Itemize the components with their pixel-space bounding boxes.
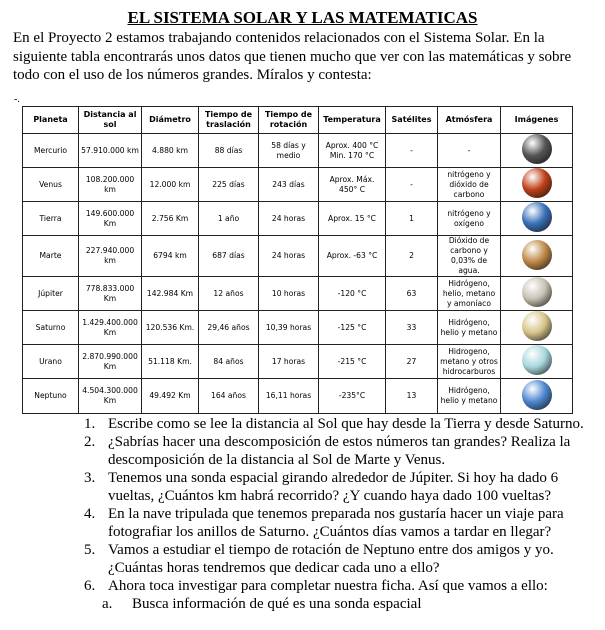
question-item — [84, 433, 599, 469]
planet-image — [522, 202, 552, 232]
question-item — [84, 415, 599, 433]
table-cell: Tierra — [23, 202, 79, 236]
table-header-row — [23, 107, 573, 134]
table-cell: 24 horas — [259, 202, 319, 236]
column-header: Planeta — [23, 107, 79, 134]
table-cell: Dióxido de carbono y 0,03% de agua. — [438, 236, 501, 277]
subquestion-text: Busca información de qué es una sonda espacial — [132, 596, 422, 612]
table-cell: 225 días — [199, 168, 259, 202]
table-row — [23, 168, 573, 202]
question-number: 2. — [84, 434, 96, 450]
table-cell: 17 horas — [259, 345, 319, 379]
column-header: Tiempo de traslación — [199, 107, 259, 134]
questions-list — [84, 415, 599, 613]
table-cell: 149.600.000 Km — [79, 202, 142, 236]
column-header: Satélites — [386, 107, 438, 134]
planet-image-cell — [501, 202, 573, 236]
table-row — [23, 345, 573, 379]
planet-image — [522, 345, 552, 375]
planet-image — [522, 311, 552, 341]
planet-image-cell — [501, 168, 573, 202]
planet-image — [522, 380, 552, 410]
table-cell: 778.833.000 Km — [79, 277, 142, 311]
table-cell: 4.880 km — [142, 134, 199, 168]
table-cell: 84 años — [199, 345, 259, 379]
table-cell: 2 — [386, 236, 438, 277]
table-cell: Mercurio — [23, 134, 79, 168]
question-item — [84, 469, 599, 505]
page-title: EL SISTEMA SOLAR Y LAS MATEMATICAS — [127, 8, 478, 27]
table-row — [23, 311, 573, 345]
question-number: 1. — [84, 416, 96, 432]
question-text: En la nave tripulada que tenemos preparada nos gustaría hacer un viaje para fotografiar los anillos de Saturno. ¿Cuántos días vamos a tardar en llegar? — [108, 506, 564, 540]
question-item — [84, 541, 599, 577]
column-header: Atmósfera — [438, 107, 501, 134]
table-cell: 58 días y medio — [259, 134, 319, 168]
planet-image-cell — [501, 345, 573, 379]
table-cell: 108.200.000 km — [79, 168, 142, 202]
table-cell: 12.000 km — [142, 168, 199, 202]
table-cell: 29,46 años — [199, 311, 259, 345]
table-cell: nitrógeno y dióxido de carbono — [438, 168, 501, 202]
table-cell: 63 — [386, 277, 438, 311]
table-cell: 2.756 Km — [142, 202, 199, 236]
table-cell: Júpiter — [23, 277, 79, 311]
planet-image-cell — [501, 134, 573, 168]
table-cell: 4.504.300.000 Km — [79, 379, 142, 414]
column-header: Distancia al sol — [79, 107, 142, 134]
table-cell: 6794 km — [142, 236, 199, 277]
table-cell: Aprox. Máx. 450° C — [319, 168, 386, 202]
table-cell: 16,11 horas — [259, 379, 319, 414]
column-header: Imágenes — [501, 107, 573, 134]
table-row — [23, 277, 573, 311]
question-number: 5. — [84, 542, 96, 558]
subquestion-item — [84, 595, 599, 613]
table-row — [23, 202, 573, 236]
question-item — [84, 577, 599, 595]
table-cell: 13 — [386, 379, 438, 414]
table-cell: - — [386, 168, 438, 202]
table-cell: Hidrógeno, helio, metano y amoníaco — [438, 277, 501, 311]
table-cell: Aprox. 15 °C — [319, 202, 386, 236]
table-row — [23, 236, 573, 277]
table-cell: Hidrógeno, helio y metano — [438, 311, 501, 345]
table-cell: Venus — [23, 168, 79, 202]
subquestion-letter: a. — [102, 596, 113, 612]
table-cell: 2.870.990.000 Km — [79, 345, 142, 379]
table-cell: 88 días — [199, 134, 259, 168]
table-row — [23, 134, 573, 168]
question-number: 4. — [84, 506, 96, 522]
table-cell: -235°C — [319, 379, 386, 414]
question-text: Tenemos una sonda espacial girando alrededor de Júpiter. Si hoy ha dado 6 vueltas, ¿Cuántos km habrá recorrido? ¿Y cuando haya dado 100 vueltas? — [108, 470, 559, 504]
column-header: Diámetro — [142, 107, 199, 134]
table-cell: 27 — [386, 345, 438, 379]
table-cell: Marte — [23, 236, 79, 277]
question-text: Escribe como se lee la distancia al Sol que hay desde la Tierra y desde Saturno. — [108, 416, 584, 432]
table-cell: - — [438, 134, 501, 168]
planet-image — [522, 168, 552, 198]
table-cell: 227.940.000 km — [79, 236, 142, 277]
table-cell: 687 días — [199, 236, 259, 277]
table-cell: 120.536 Km. — [142, 311, 199, 345]
table-cell: Hidrógeno, helio y metano — [438, 379, 501, 414]
table-cell: Saturno — [23, 311, 79, 345]
table-cell: 142.984 Km — [142, 277, 199, 311]
table-cell: Aprox. -63 °C — [319, 236, 386, 277]
table-cell: Aprox. 400 °C Min. 170 °C — [319, 134, 386, 168]
table-cell: nitrógeno y oxígeno — [438, 202, 501, 236]
question-text: Ahora toca investigar para completar nuestra ficha. Así que vamos a ello: — [108, 578, 548, 594]
table-row — [23, 379, 573, 414]
planets-table — [22, 106, 573, 414]
table-cell: 10 horas — [259, 277, 319, 311]
table-cell: -120 °C — [319, 277, 386, 311]
table-cell: 49.492 Km — [142, 379, 199, 414]
table-cell: 24 horas — [259, 236, 319, 277]
planet-image-cell — [501, 311, 573, 345]
planet-image-cell — [501, 236, 573, 277]
table-cell: 1 — [386, 202, 438, 236]
table-cell: 57.910.000 km — [79, 134, 142, 168]
table-cell: - — [386, 134, 438, 168]
planet-image-cell — [501, 379, 573, 414]
table-cell: Urano — [23, 345, 79, 379]
table-cell: Hidrogeno, metano y otros hidrocarburos — [438, 345, 501, 379]
question-number: 3. — [84, 470, 96, 486]
planet-image — [522, 134, 552, 164]
table-cell: -125 °C — [319, 311, 386, 345]
planet-image — [522, 277, 552, 307]
table-cell: 10,39 horas — [259, 311, 319, 345]
table-cell: 12 años — [199, 277, 259, 311]
planet-image-cell — [501, 277, 573, 311]
column-header: Temperatura — [319, 107, 386, 134]
table-cell: 1 año — [199, 202, 259, 236]
table-cell: 51.118 Km. — [142, 345, 199, 379]
dash-mark: -. — [14, 94, 20, 105]
table-cell: 1.429.400.000 Km — [79, 311, 142, 345]
column-header: Tiempo de rotación — [259, 107, 319, 134]
question-item — [84, 505, 599, 541]
question-text: Vamos a estudiar el tiempo de rotación de Neptuno entre dos amigos y yo. ¿Cuántas horas tendremos que dedicar cada uno a ello? — [108, 542, 554, 576]
table-cell: 33 — [386, 311, 438, 345]
planet-image — [522, 240, 552, 270]
table-cell: 164 años — [199, 379, 259, 414]
table-cell: -215 °C — [319, 345, 386, 379]
table-cell: 243 días — [259, 168, 319, 202]
intro-paragraph: En el Proyecto 2 estamos trabajando contenidos relacionados con el Sistema Solar. En la siguiente tabla encontrarás unos datos que tienen mucho que ver con las matemáticas y sobre todo con el uso de los números grandes. Míralos y contesta: — [13, 30, 572, 83]
question-text: ¿Sabrías hacer una descomposición de estos números tan grandes? Realiza la descomposición de la distancia al Sol de Marte y Venus. — [108, 434, 571, 468]
table-cell: Neptuno — [23, 379, 79, 414]
question-number: 6. — [84, 578, 96, 594]
